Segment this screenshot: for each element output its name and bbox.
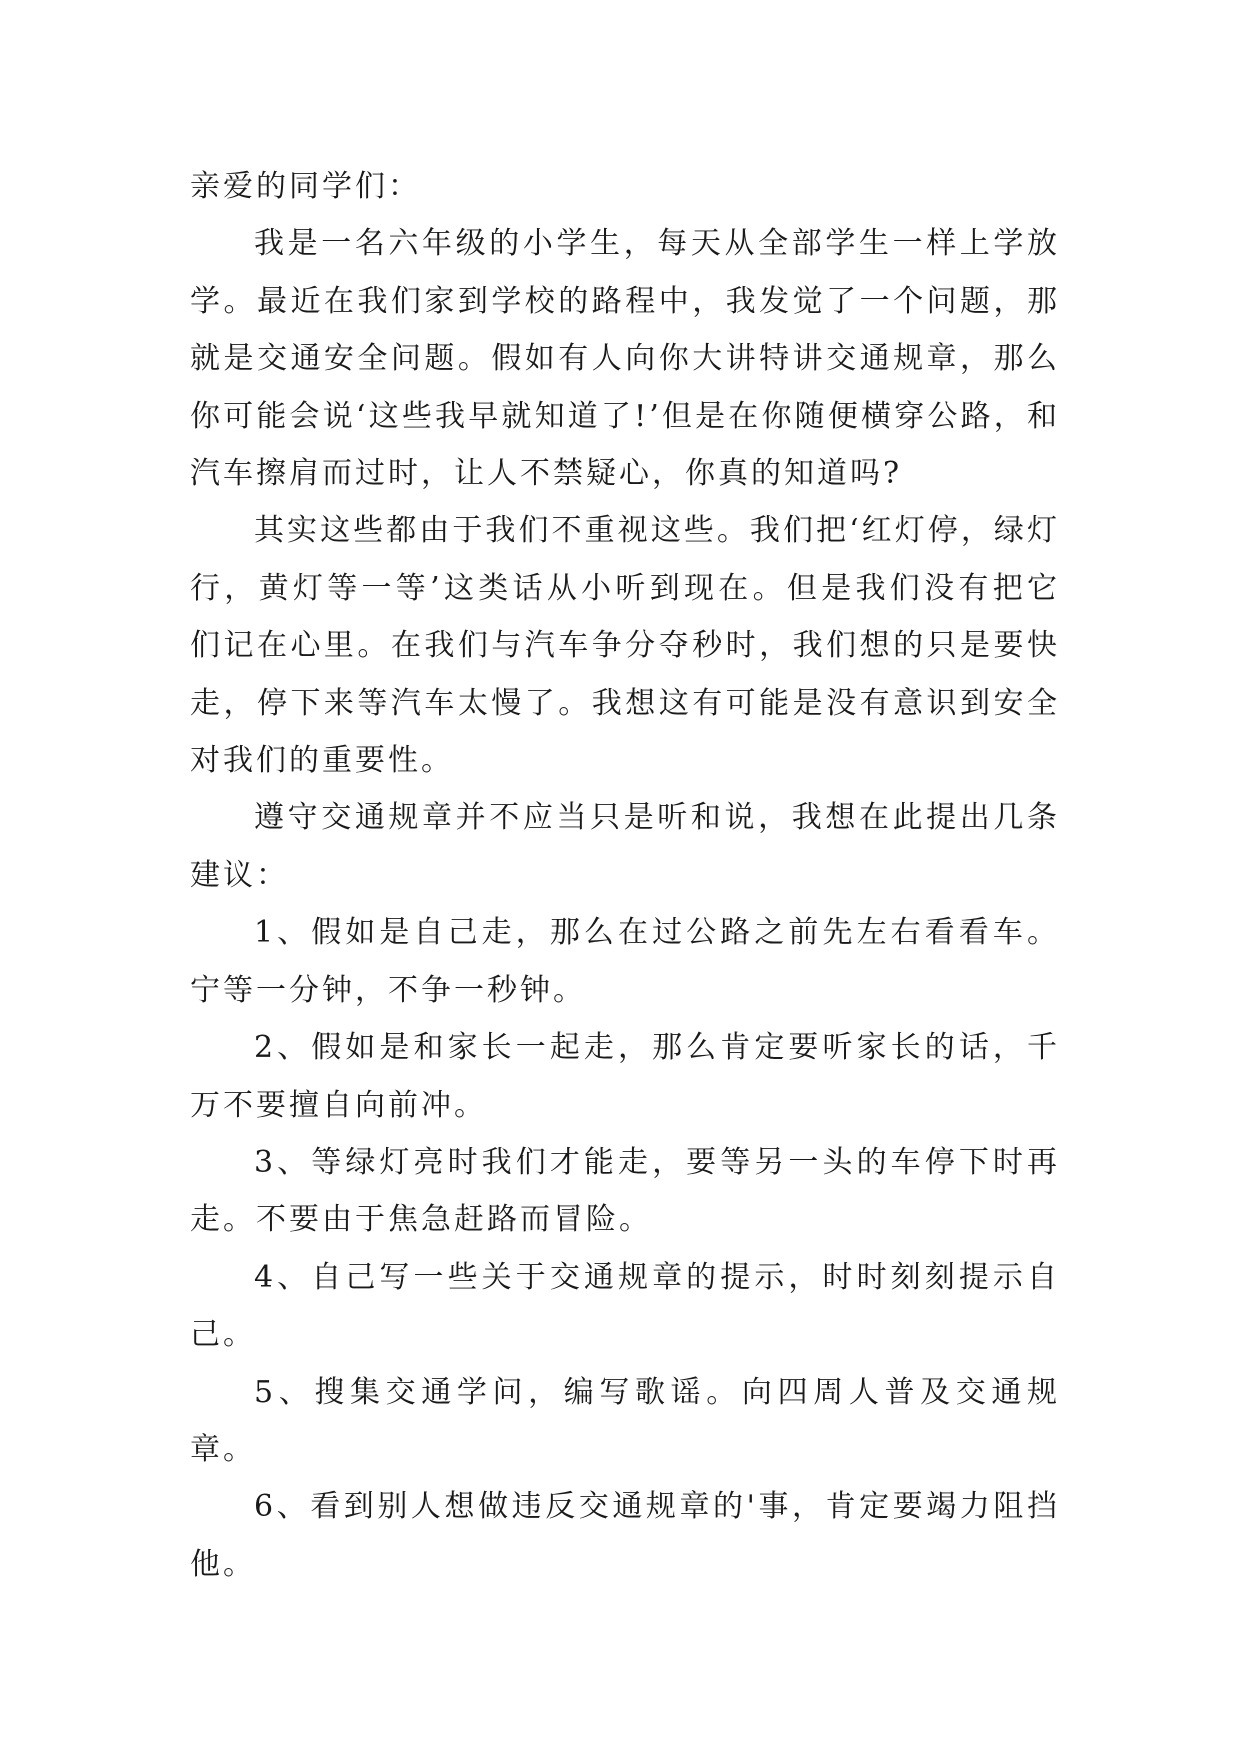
suggestion-item-3: 3、等绿灯亮时我们才能走，要等另一头的车停下时再走。不要由于焦急赶路而冒险。 [190,1144,1060,1238]
suggestion-item-1: 1、假如是自己走，那么在过公路之前先左右看看车。宁等一分钟，不争一秒钟。 [190,915,1060,1008]
salutation: 亲爱的同学们： [190,169,421,204]
paragraph-suggestions-intro: 遵守交通规章并不应当只是听和说，我想在此提出几条建议： [190,800,1060,893]
paragraph-reason: 其实这些都由于我们不重视这些。我们把‘红灯停，绿灯行，黄灯等一等’这类话从小听到现在。但是我们没有把它们记在心里。在我们与汽车争分夺秒时，我们想的只是要快走，停下来等汽车太慢了。我想这有可能是没有意识到安全对我们的重要性。 [190,513,1060,779]
paragraph-intro: 我是一名六年级的小学生，每天从全部学生一样上学放学。最近在我们家到学校的路程中，我发觉了一个问题，那就是交通安全问题。假如有人向你大讲特讲交通规章，那么你可能会说‘这些我早就知道了!’但是在你随便横穿公路，和汽车擦肩而过时，让人不禁疑心，你真的知道吗? [190,226,1060,492]
suggestion-item-6: 6、看到别人想做违反交通规章的'事，肯定要竭力阻挡他。 [190,1489,1060,1582]
letter-body [190,158,1060,1593]
suggestion-item-5: 5、搜集交通学问，编写歌谣。向四周人普及交通规章。 [190,1374,1060,1467]
suggestion-item-4: 4、自己写一些关于交通规章的提示，时时刻刻提示自己。 [190,1259,1060,1353]
suggestion-item-2: 2、假如是和家长一起走，那么肯定要听家长的话，千万不要擅自向前冲。 [190,1030,1060,1123]
